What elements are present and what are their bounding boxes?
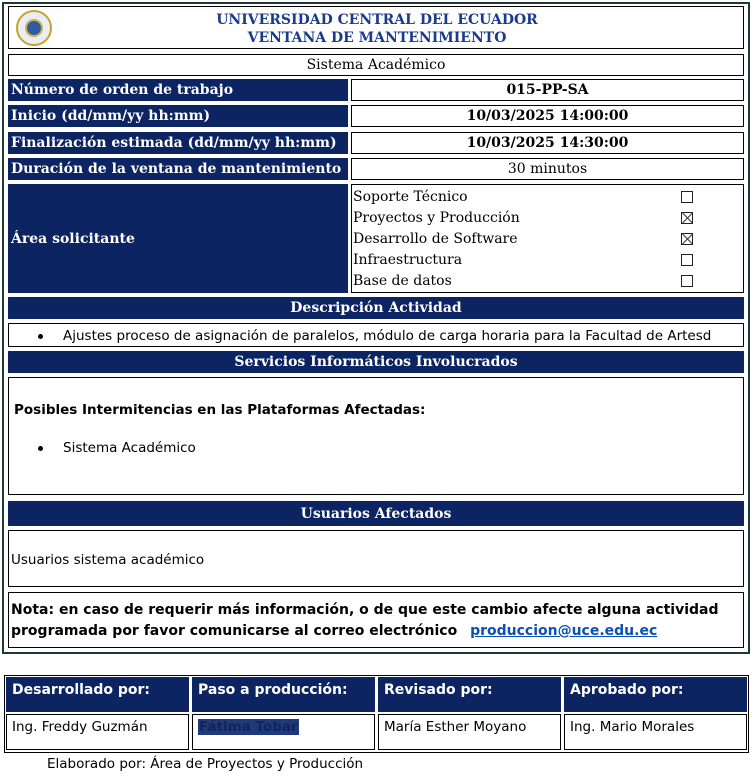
checkbox-soporte[interactable] (681, 191, 693, 203)
footer-text: Elaborado por: Área de Proyectos y Producción (47, 756, 364, 772)
area-option-desarrollo: Desarrollo de Software (353, 231, 518, 247)
area-option-infraestructura: Infraestructura (353, 252, 463, 268)
field-value-duration: 30 minutos (351, 158, 744, 180)
title-block (8, 6, 744, 49)
activity-item: Ajustes proceso de asignación de paralelos, módulo de carga horaria para la Facultad de Artesd (63, 328, 712, 344)
area-option-proyectos: Proyectos y Producción (353, 210, 520, 226)
sig-header-developed: Desarrollado por: (6, 677, 189, 712)
bullet-icon (38, 446, 43, 451)
area-option-base-datos: Base de datos (353, 273, 452, 289)
services-subheading: Posibles Intermitencias en las Plataformas Afectadas: (14, 402, 426, 418)
system-name: Sistema Académico (8, 54, 744, 76)
users-text: Usuarios sistema académico (11, 552, 205, 568)
bullet-icon (38, 334, 43, 339)
note-box (8, 592, 744, 648)
activity-header: Descripción Actividad (8, 297, 744, 319)
field-label-start: Inicio (dd/mm/yy hh:mm) (8, 105, 348, 127)
sig-name-approved: Ing. Mario Morales (564, 714, 747, 750)
checkbox-proyectos[interactable] (681, 212, 693, 224)
checkbox-base-datos[interactable] (681, 275, 693, 287)
area-option-soporte: Soporte Técnico (353, 189, 468, 205)
checkbox-desarrollo[interactable] (681, 233, 693, 245)
services-item: Sistema Académico (63, 440, 196, 456)
checkbox-infraestructura[interactable] (681, 254, 693, 266)
university-title: UNIVERSIDAD CENTRAL DEL ECUADOR (216, 12, 538, 28)
field-label-end: Finalización estimada (dd/mm/yy hh:mm) (8, 132, 348, 154)
users-header: Usuarios Afectados (8, 501, 744, 526)
field-label-duration: Duración de la ventana de mantenimiento (8, 158, 348, 180)
email-link[interactable]: produccion@uce.edu.ec (470, 623, 658, 639)
sig-header-production: Paso a producción: (192, 677, 375, 712)
sig-name-developed: Ing. Freddy Guzmán (6, 714, 189, 750)
activity-body (8, 323, 744, 347)
document-subtitle: VENTANA DE MANTENIMIENTO (247, 30, 507, 46)
services-body (8, 377, 744, 495)
note-line-2: programada por favor comunicarse al correo electrónico (11, 623, 458, 639)
field-value-start: 10/03/2025 14:00:00 (351, 105, 744, 127)
field-label-order: Número de orden de trabajo (8, 79, 348, 101)
sig-header-reviewed: Revisado por: (378, 677, 561, 712)
field-value-end: 10/03/2025 14:30:00 (351, 132, 744, 154)
field-value-order: 015-PP-SA (351, 79, 744, 101)
area-options (351, 184, 744, 293)
sig-name-production: Fátima Tobar (192, 714, 375, 750)
area-label: Área solicitante (8, 184, 348, 293)
sig-header-approved: Aprobado por: (564, 677, 747, 712)
users-body (8, 530, 744, 587)
services-header: Servicios Informáticos Involucrados (8, 351, 744, 373)
note-line-1: Nota: en caso de requerir más información, o de que este cambio afecte alguna actividad (11, 602, 719, 618)
sig-name-reviewed: María Esther Moyano (378, 714, 561, 750)
